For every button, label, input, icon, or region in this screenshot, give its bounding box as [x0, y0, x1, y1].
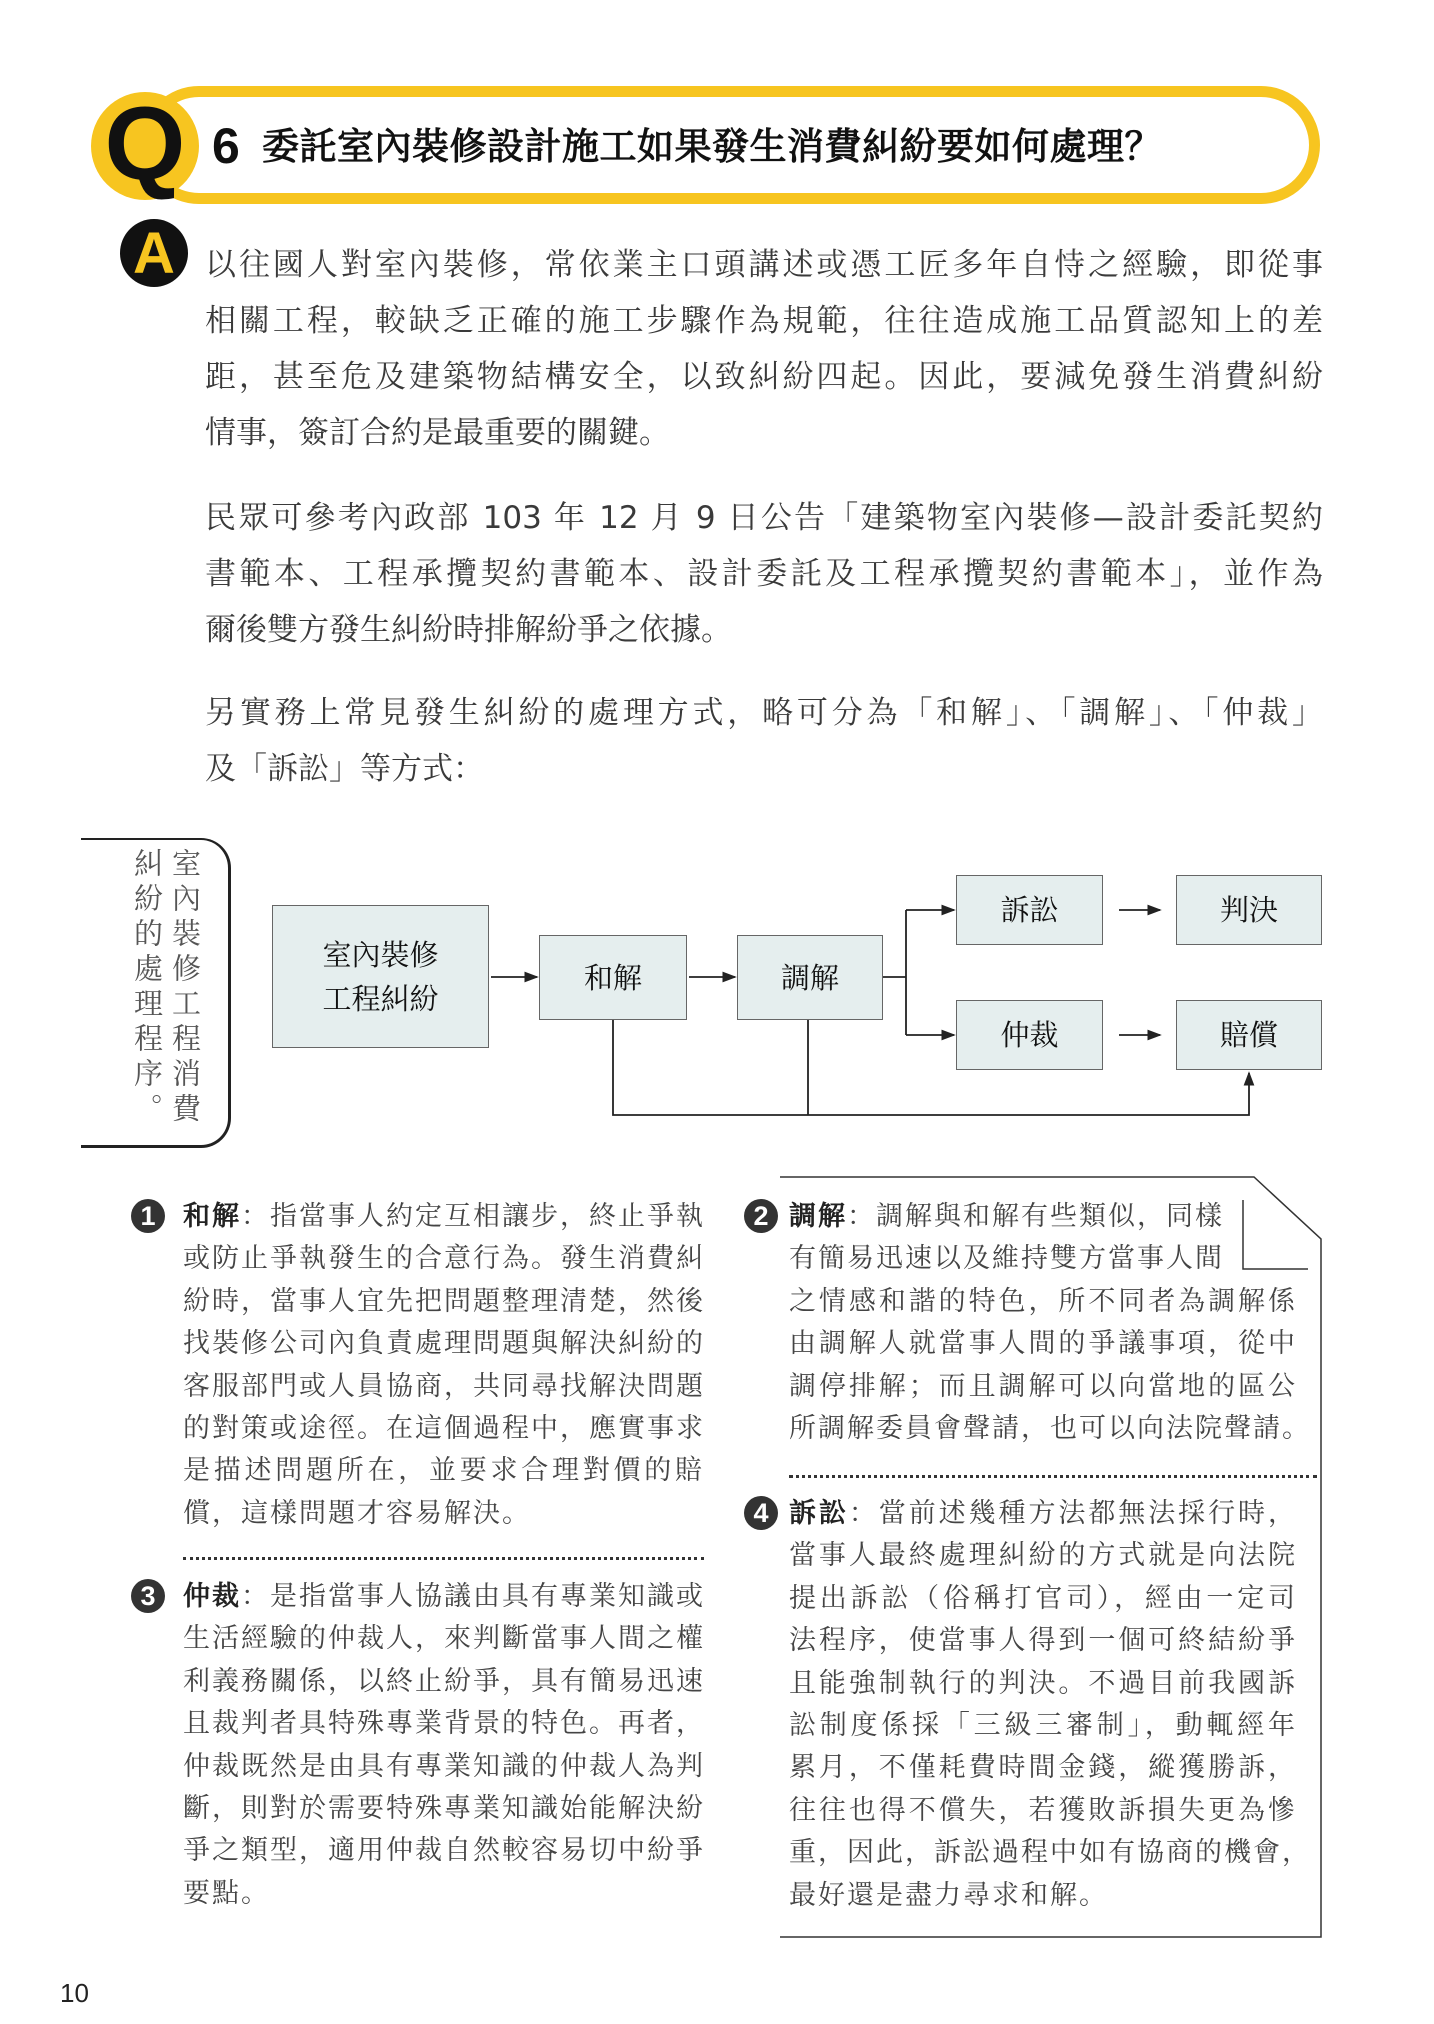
item-line: 找裝修公司內負責處理問題與解決糾紛的	[183, 1328, 705, 1360]
item-line: 由調解人就當事人間的爭議事項，從中	[789, 1328, 1297, 1360]
item-line: 且裁判者具特殊專業背景的特色。再者，	[183, 1708, 705, 1740]
item-title: 訴訟	[789, 1498, 849, 1529]
paragraph-line: 另實務上常見發生糾紛的處理方式，略可分為「和解」、「調解」、「仲裁」	[205, 695, 1323, 731]
item-line	[183, 1196, 704, 1238]
item-line: 訟制度係採「三級三審制」，動輒經年	[789, 1709, 1297, 1741]
item-line: 利義務關係，以終止紛爭，具有簡易迅速	[183, 1665, 705, 1697]
item-number-4-icon: 4	[744, 1496, 778, 1530]
item-line: 重，因此，訴訟過程中如有協商的機會，	[789, 1837, 1311, 1869]
box-litigation: 訴訟	[956, 875, 1103, 945]
item-line: 要點。	[183, 1877, 270, 1909]
item-line	[789, 1196, 1224, 1238]
item-number-2-icon: 2	[744, 1199, 778, 1233]
item-text: ：調解與和解有些類似，同樣	[847, 1201, 1224, 1232]
item-title: 和解	[183, 1201, 241, 1232]
item-line: 客服部門或人員協商，共同尋找解決問題	[183, 1370, 705, 1402]
paragraph-line: 相關工程，較缺乏正確的施工步驟作為規範，往往造成施工品質認知上的差	[205, 303, 1323, 339]
item-line	[789, 1493, 1297, 1535]
item-line	[183, 1576, 704, 1618]
item-line: 爭之類型，適用仲裁自然較容易切中紛爭	[183, 1835, 705, 1867]
item-line: 累月，不僅耗費時間金錢，縱獲勝訴，	[789, 1752, 1297, 1784]
paragraph-line: 民眾可參考內政部 103 年 12 月 9 日公告「建築物室內裝修—設計委託契約	[205, 500, 1323, 536]
a-badge-icon: A	[120, 219, 188, 287]
paragraph-line: 及「訴訟」等方式：	[205, 751, 484, 787]
question-number: 6	[212, 118, 240, 174]
start-line-2: 工程糾紛	[322, 981, 439, 1016]
item-line: 或防止爭執發生的合意行為。發生消費糾	[183, 1243, 705, 1275]
item-mediation	[789, 1196, 1311, 1450]
item-text: ：指當事人約定互相讓步，終止爭執	[241, 1201, 705, 1232]
box-arbitration: 仲裁	[956, 1000, 1103, 1070]
divider	[183, 1557, 704, 1560]
paragraph-line: 以往國人對室內裝修，常依業主口頭講述或憑工匠多年自恃之經驗，即從事	[205, 247, 1323, 283]
item-title: 仲裁	[183, 1581, 241, 1612]
item-number-1-icon: 1	[131, 1199, 165, 1233]
item-line: 的對策或途徑。在這個過程中，應實事求	[183, 1412, 705, 1444]
item-line: 所調解委員會聲請，也可以向法院聲請。	[789, 1412, 1311, 1444]
paragraph-line: 距，甚至危及建築物結構安全，以致糾紛四起。因此，要減免發生消費糾紛	[205, 359, 1323, 395]
question-title: 委託室內裝修設計施工如果發生消費糾紛要如何處理？	[262, 125, 1162, 168]
start-line-1: 室內裝修	[322, 937, 439, 972]
q-badge-icon: Q	[104, 86, 186, 202]
item-number-3-icon: 3	[131, 1579, 165, 1613]
item-title: 調解	[789, 1201, 847, 1232]
box-compensation: 賠償	[1176, 1000, 1322, 1070]
item-line: 之情感和諧的特色，所不同者為調解係	[789, 1285, 1297, 1317]
item-settlement	[183, 1196, 704, 1535]
item-text: ：當前述幾種方法都無法採行時，	[848, 1498, 1297, 1529]
item-line: 是描述問題所在，並要求合理對價的賠	[183, 1455, 704, 1487]
paragraph-line: 爾後雙方發生糾紛時排解紛爭之依據。	[205, 612, 732, 648]
item-litigation	[789, 1493, 1311, 1917]
divider	[789, 1475, 1317, 1478]
item-line: 仲裁既然是由具有專業知識的仲裁人為判	[183, 1750, 705, 1782]
item-line: 斷，則對於需要特殊專業知識始能解決紛	[183, 1792, 705, 1824]
paragraph-line: 書範本、工程承攬契約書範本、設計委託及工程承攬契約書範本」，並作為	[205, 556, 1323, 592]
item-line: 調停排解；而且調解可以向當地的區公	[789, 1370, 1297, 1402]
item-line: 最好還是盡力尋求和解。	[789, 1879, 1108, 1911]
page-number: 10	[60, 1978, 89, 2008]
item-line: 提出訴訟（俗稱打官司），經由一定司	[789, 1582, 1297, 1614]
item-line: 有簡易迅速以及維持雙方當事人間	[789, 1243, 1224, 1275]
item-line: 法程序，使當事人得到一個可終結紛爭	[789, 1625, 1297, 1657]
item-line: 償，這樣問題才容易解決。	[183, 1497, 531, 1529]
item-line: 且能強制執行的判決。不過目前我國訴	[789, 1667, 1297, 1699]
box-judgment: 判決	[1176, 875, 1322, 945]
item-line: 當事人最終處理糾紛的方式就是向法院	[789, 1540, 1297, 1572]
item-line: 生活經驗的仲裁人，來判斷當事人間之權	[183, 1623, 705, 1655]
box-settlement: 和解	[539, 935, 687, 1020]
box-mediation: 調解	[737, 935, 883, 1020]
item-line: 往往也得不償失，若獲敗訴損失更為慘	[789, 1794, 1297, 1826]
item-text: ：是指當事人協議由具有專業知識或	[241, 1581, 705, 1612]
box-start-dispute	[272, 905, 489, 1048]
paragraph-line: 情事，簽訂合約是最重要的關鍵。	[205, 415, 670, 451]
diagram-caption: 室內裝修工程消費糾紛的處理程序。	[130, 848, 202, 1128]
item-arbitration	[183, 1576, 704, 1915]
item-line: 紛時，當事人宜先把問題整理清楚，然後	[183, 1285, 705, 1317]
